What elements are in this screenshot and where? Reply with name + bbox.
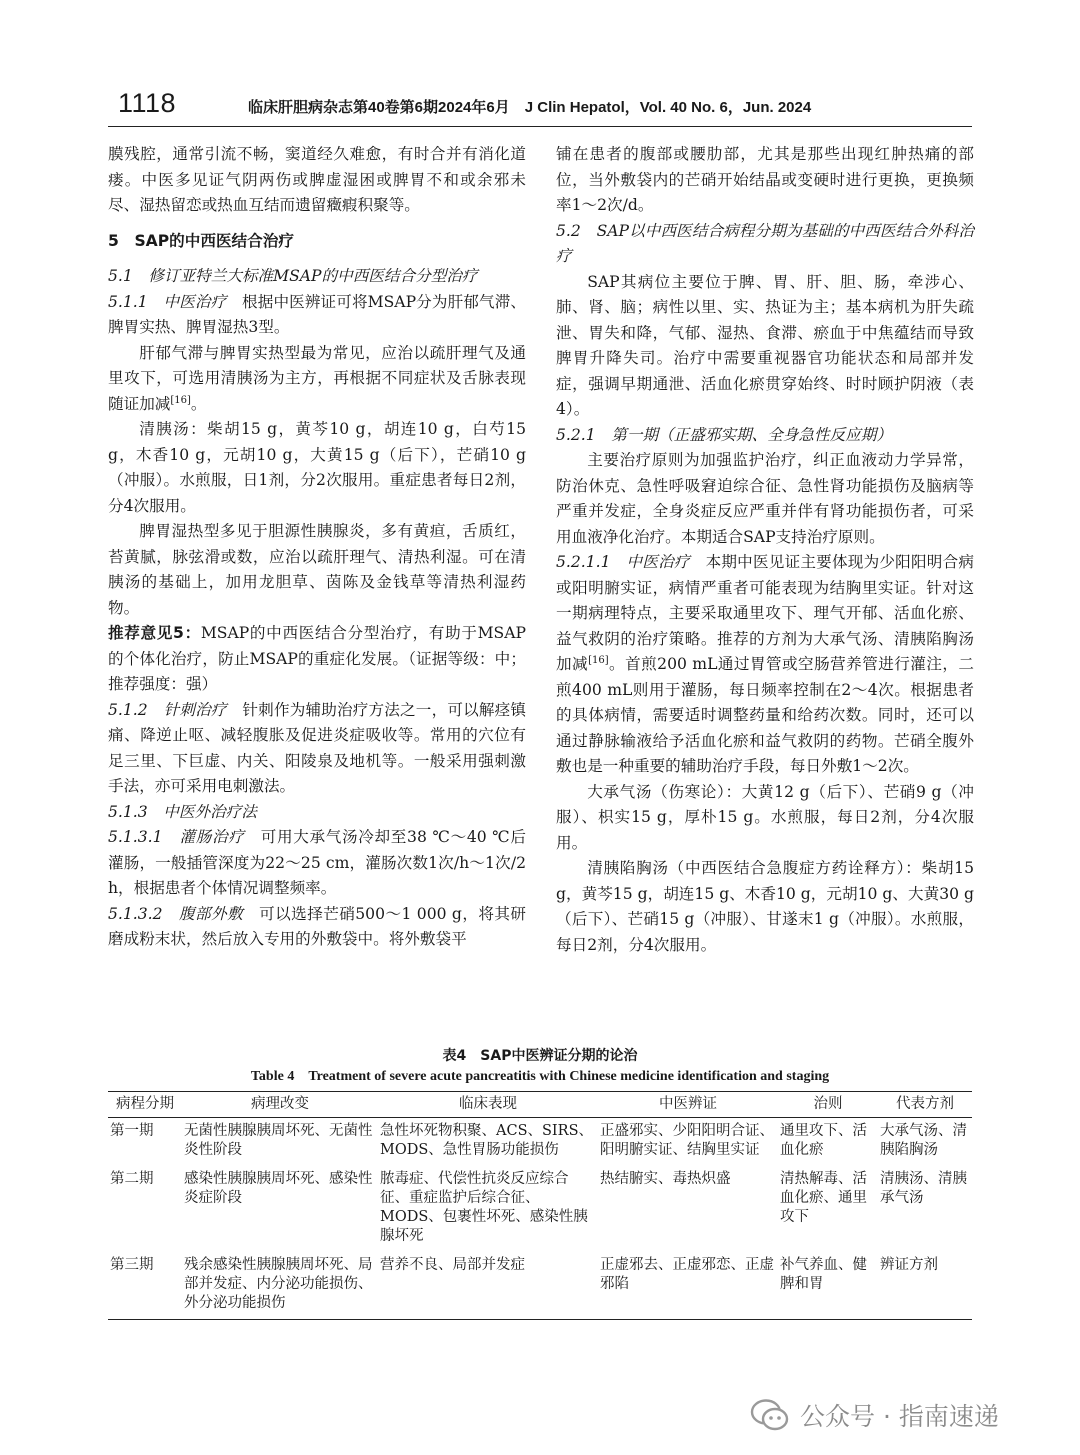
formula-qingyi-tang: 清胰汤：柴胡15 g，黄芩10 g，胡连10 g，白芍15 g，木香10 g，元胡10 g，大黄15 g（后下），芒硝10 g（冲服）。水煎服，日1剂，分2次服用。重症患者每日2剂，分4次服用。: [108, 420, 526, 515]
table-4: [108, 1045, 972, 1320]
text: 本期中医见证主要体现为少阳阳明合病或阳明腑实证，病情严重者可能表现为结胸里实证。针对这一期病理特点，主要采取通里攻下、理气开郁、活血化瘀、益气救阴的治疗策略。推荐的方剂为大承气汤、清胰陷胸汤加减: [556, 553, 974, 673]
table-cell: 热结腑实、毒热炽盛: [600, 1171, 731, 1187]
heading-5-1-3-2: 5.1.3.2 腹部外敷: [108, 904, 244, 923]
table-cell: 无菌性胰腺胰周坏死、无菌性炎性阶段: [184, 1123, 373, 1158]
paragraph-5-1-2: [108, 698, 526, 800]
journal-running-head: 临床肝胆病杂志第40卷第6期2024年6月 J Clin Hepatol，Vol. 40 No. 6，Jun. 2024: [248, 99, 812, 116]
left-column: [108, 142, 526, 953]
table-header-row: [108, 1092, 972, 1118]
heading-5-1-2: 5.1.2 针刺治疗: [108, 700, 227, 719]
table-cell: 辨证方剂: [878, 1252, 972, 1320]
table-cell: 正虚邪去、正虚邪恋、正虚邪陷: [598, 1252, 778, 1320]
formula-qingyi-xianxiong-tang: 清胰陷胸汤（中西医结合急腹症方药诠释方）：柴胡15 g，黄芩15 g，胡连15 g、木香10 g，元胡10 g、大黄30 g（后下）、芒硝15 g（冲服）、甘遂末1 g（冲服）。水煎服，每日2剂，分4次服用。: [556, 859, 974, 954]
paragraph: 主要治疗原则为加强监护治疗，纠正血液动力学异常，防治休克、急性呼吸窘迫综合征、急性肾功能损伤及脑病等严重并发症，全身炎症反应严重并伴有肾功能损伤者，可采用血液净化治疗。本期适合SAP支持治疗原则。: [556, 451, 974, 546]
watermark-text: 公众号 · 指南速递: [800, 1402, 999, 1431]
page-header: [108, 86, 972, 127]
recommendation-label: 推荐意见5：: [108, 624, 201, 642]
paragraph: SAP其病位主要位于脾、胃、肝、胆、肠，牵涉心、肺、肾、脑；病性以里、实、热证为主；基本病机为肝失疏泄、胃失和降，气郁、湿热、食滞、瘀血于中焦蕴结而导致脾胃升降失司。治疗中需要重视器官功能状态和局部并发症，强调早期通泄、活血化瘀贯穿始终、时时顾护阴液（表4）。: [556, 272, 974, 418]
column-header: 治则: [778, 1092, 878, 1118]
text: 针刺作为辅助治疗方法之一，可以解痉镇痛、降逆止呕、减轻腹胀及促进炎症吸收等。常用的穴位有足三里、下巨虚、内关、阳陵泉及地机等。一般采用强刺激手法，亦可采用电刺激法。: [108, 700, 526, 795]
right-column: [556, 142, 974, 958]
section-heading-5: 5 SAP的中西医结合治疗: [108, 231, 294, 250]
table-cell: 感染性胰腺胰周坏死、感染性炎症阶段: [184, 1171, 373, 1206]
table-cell: 残余感染性胰腺胰周坏死、局部并发症、内分泌功能损伤、外分泌功能损伤: [182, 1252, 378, 1320]
column-header: 临床表现: [378, 1092, 598, 1118]
column-header: 代表方剂: [878, 1092, 972, 1118]
text: 。首煎200 mL通过胃管或空肠营养管进行灌注，二煎400 mL则用于灌肠，每日频率控制在2～4次。根据患者的具体病情，需要适时调整药量和给药次数。同时，还可以通过静脉输液给予活血化瘀和益气救阴的药物。芒硝全腹外敷也是一种重要的辅助治疗手段，每日外敷1～2次。: [556, 655, 974, 775]
text: 可以选择芒硝500～1 000 g，将其研磨成粉末状，然后放入专用的外敷袋中。将外敷袋平: [108, 904, 526, 948]
table-row: [108, 1118, 972, 1167]
paragraph-5-1-3-1: [108, 825, 526, 902]
paragraph-5-1-3-2: [108, 902, 526, 953]
table-cell: 第三期: [108, 1252, 182, 1320]
reference-citation: [16]: [170, 394, 191, 406]
wechat-watermark: [750, 1393, 1050, 1437]
table-cell: 急性坏死物积聚、ACS、SIRS、MODS、急性胃肠功能损伤: [380, 1123, 594, 1158]
table-row: [108, 1252, 972, 1320]
text: 。: [190, 394, 207, 413]
text: 根据中医辨证可将MSAP分为肝郁气滞、脾胃实热、脾胃湿热3型。: [108, 292, 526, 336]
table-caption-cn: 表4 SAP中医辨证分期的论治: [442, 1048, 638, 1064]
table-cell: 正盛邪实、少阳阳明合证、阳明腑实证、结胸里实证: [600, 1123, 774, 1158]
heading-5-1-1: 5.1.1 中医治疗: [108, 292, 227, 311]
table-cell: 脓毒症、代偿性抗炎反应综合征、重症监护后综合征、MODS、包裹性坏死、感染性胰腺坏死: [380, 1171, 588, 1244]
table-cell: 通里攻下、活血化瘀: [780, 1123, 867, 1158]
heading-5-1-3: 5.1.3 中医外治疗法: [108, 802, 257, 821]
table-cell: 第二期: [110, 1171, 154, 1187]
heading-5-2: 5.2 SAP以中西医结合病程分期为基础的中西医结合外科治疗: [556, 221, 974, 265]
formula-dachengqi-tang: 大承气汤（伤寒论）：大黄12 g（后下）、芒硝9 g（冲服）、枳实15 g，厚朴15 g。水煎服，每日2剂，分4次服用。: [556, 782, 974, 852]
table-cell: 营养不良、局部并发症: [378, 1252, 598, 1320]
table-cell: 清胰汤、清胰承气汤: [880, 1171, 967, 1206]
table-cell: 清热解毒、活血化瘀、通里攻下: [780, 1171, 867, 1225]
paragraph-5-2-1-1: [556, 550, 974, 780]
text: 肝郁气滞与脾胃实热型最为常见，应治以疏肝理气及通里攻下，可选用清胰汤为主方，再根据不同症状及舌脉表现随证加减: [108, 343, 526, 413]
page-number: 1118: [118, 88, 177, 118]
column-header: 病程分期: [108, 1092, 182, 1118]
column-header: 病理改变: [182, 1092, 378, 1118]
staging-table: [108, 1091, 972, 1320]
heading-5-2-1-1: 5.2.1.1 中医治疗: [556, 553, 690, 571]
reference-citation: [16]: [588, 654, 609, 666]
heading-5-1-3-1: 5.1.3.1 灌肠治疗: [108, 828, 245, 846]
paragraph-5-1-1: [108, 290, 526, 341]
paragraph: 膜残腔，通常引流不畅，窦道经久难愈，有时合并有消化道瘘。中医多见证气阴两伤或脾虚湿困或脾胃不和或余邪未尽、湿热留恋或热血互结而遗留癥瘕积聚等。: [108, 145, 526, 214]
table-caption-en: Table 4 Treatment of severe acute pancreatitis with Chinese medicine identification and staging: [250, 1069, 830, 1084]
column-header: 中医辨证: [598, 1092, 778, 1118]
table-cell: 补气养血、健脾和胃: [778, 1252, 878, 1320]
recommendation-text: MSAP的中西医结合分型治疗，有助于MSAP的个体化治疗，防止MSAP的重症化发展。（证据等级：中；推荐强度：强）: [108, 624, 526, 693]
wechat-channel-icon: [750, 1398, 790, 1432]
paragraph: [108, 341, 526, 418]
table-cell: 大承气汤、清胰陷胸汤: [880, 1123, 967, 1158]
paragraph: 铺在患者的腹部或腰肋部，尤其是那些出现红肿热痛的部位，当外敷袋内的芒硝开始结晶或变硬时进行更换，更换频率1～2次/d。: [556, 145, 974, 214]
text: 可用大承气汤冷却至38 ℃～40 ℃后灌肠，一般插管深度为22～25 cm，灌肠次数1次/h～1次/2 h，根据患者个体情况调整频率。: [108, 828, 526, 897]
table-cell: 第一期: [110, 1123, 154, 1139]
heading-5-2-1: 5.2.1 第一期（正盛邪实期、全身急性反应期）: [556, 425, 892, 444]
table-row: [108, 1166, 972, 1252]
recommendation-5: [108, 621, 526, 698]
paragraph: 脾胃湿热型多见于胆源性胰腺炎，多有黄疸，舌质红，苔黄腻，脉弦滑或数，应治以疏肝理气、清热利湿。可在清胰汤的基础上，加用龙胆草、茵陈及金钱草等清热利湿药物。: [108, 522, 526, 617]
subsection-heading-5-1: 5.1 修订亚特兰大标准MSAP的中西医结合分型治疗: [108, 267, 478, 285]
